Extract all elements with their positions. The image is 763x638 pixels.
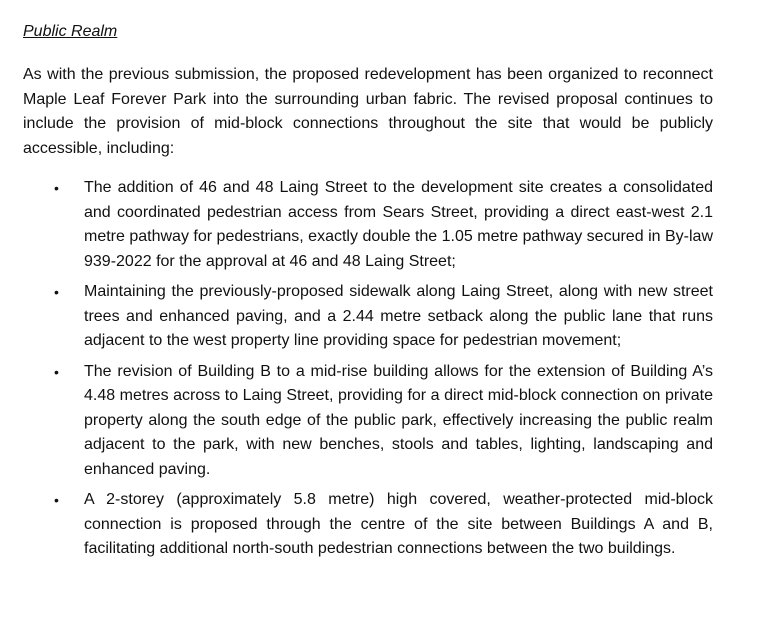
- bullet-icon: •: [54, 284, 59, 300]
- bullet-text: The addition of 46 and 48 Laing Street to the development site creates a consolidated and coordinated pedestrian access from Sears Street, providing a direct east-west 2.1 metre pathway for pedestrians, exactly double the 1.05 metre pathway secured in By-law 939-2022 for the approval at 46 and 48 Laing Street;: [84, 179, 713, 270]
- bullet-icon: •: [54, 492, 59, 508]
- section-heading: Public Realm: [23, 23, 118, 40]
- bullet-icon: •: [54, 363, 59, 380]
- intro-paragraph: As with the previous submission, the proposed redevelopment has been organized to reconnect Maple Leaf Forever Park into the surrounding urban fabric. The revised proposal continues to include the provision of mid-block connections throughout the site that would be publicly accessible, including:: [23, 66, 713, 157]
- bullet-item-sears-street-pathway: [23, 176, 723, 274]
- bullet-item-laing-street-sidewalk: [23, 280, 723, 354]
- bullet-item-building-b-revision: [23, 360, 723, 483]
- bullet-item-covered-connection: [23, 488, 723, 562]
- bullet-icon: •: [54, 180, 59, 196]
- bullet-list: [23, 176, 723, 568]
- bullet-text: Maintaining the previously-proposed sidewalk along Laing Street, along with new street trees and enhanced paving, and a 2.44 metre setback along the public lane that runs adjacent to the west property line providing space for pedestrian movement;: [84, 283, 713, 349]
- bullet-text: The revision of Building B to a mid-rise building allows for the extension of Building A’s 4.48 metres across to Laing Street, providing for a direct mid-block connection on private property along the south edge of the public park, effectively increasing the public realm adjacent to the park, with new benches, stools and tables, lighting, landscaping and enhanced paving.: [84, 362, 713, 478]
- bullet-text: A 2-storey (approximately 5.8 metre) high covered, weather-protected mid-block connection is proposed through the centre of the site between Buildings A and B, facilitating additional north-south pedestrian connections between the two buildings.: [84, 491, 713, 557]
